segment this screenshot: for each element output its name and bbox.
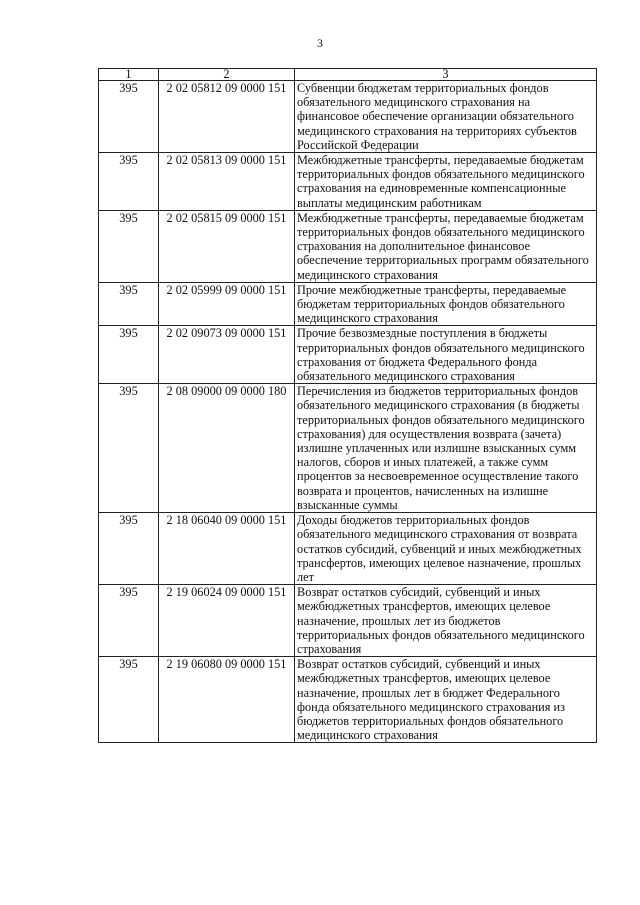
table-row [99,282,597,326]
description-cell: Субвенции бюджетам территориальных фондов обязательного медицинского страхования на финансовое обеспечение организации обязательного медицинского страхования на территориях субъектов Российской Федерации [295,81,597,153]
admin-code-cell: 395 [99,282,159,326]
budget-code-cell: 2 19 06024 09 0000 151 [159,585,295,657]
admin-code-cell: 395 [99,657,159,743]
description-cell: Прочие безвозмездные поступления в бюджеты территориальных фондов обязательного медицинского страхования от бюджета Федерального фонда обязательного медицинского страхования [295,326,597,384]
table-row [99,657,597,743]
budget-code-cell: 2 02 09073 09 0000 151 [159,326,295,384]
budget-code-cell: 2 08 09000 09 0000 180 [159,384,295,513]
table-row [99,384,597,513]
description-cell: Прочие межбюджетные трансферты, передаваемые бюджетам территориальных фондов обязательного медицинского страхования [295,282,597,326]
table-row [99,210,597,282]
description-cell: Перечисления из бюджетов территориальных фондов обязательного медицинского страхования (в бюджеты территориальных фондов обязательного медицинского страхования) для осуществления возврата (зачета) излишне уплаченных или излишне взысканных сумм налогов, сборов и иных платежей, а также сумм процентов за несвоевременное осуществление такого возврата и процентов, начисленных на излишне взысканные суммы [295,384,597,513]
page-number: 3 [317,36,323,50]
admin-code-cell: 395 [99,513,159,585]
description-cell: Возврат остатков субсидий, субвенций и иных межбюджетных трансфертов, имеющих целевое назначение, прошлых лет из бюджетов территориальных фондов обязательного медицинского страхования [295,585,597,657]
admin-code-cell: 395 [99,81,159,153]
description-cell: Возврат остатков субсидий, субвенций и иных межбюджетных трансфертов, имеющих целевое назначение, прошлых лет в бюджет Федерального фонда обязательного медицинского страхования из бюджетов территориальных фондов обязательного медицинского страхования [295,657,597,743]
table-row [99,81,597,153]
table-row [99,326,597,384]
budget-code-cell: 2 19 06080 09 0000 151 [159,657,295,743]
description-cell: Межбюджетные трансферты, передаваемые бюджетам территориальных фондов обязательного медицинского страхования на дополнительное финансовое обеспечение территориальных программ обязательного медицинского страхования [295,210,597,282]
budget-code-cell: 2 02 05999 09 0000 151 [159,282,295,326]
admin-code-cell: 395 [99,384,159,513]
table-row [99,585,597,657]
description-cell: Доходы бюджетов территориальных фондов обязательного медицинского страхования от возврата остатков субсидий, субвенций и иных межбюджетных трансфертов, имеющих целевое назначение, прошлых лет [295,513,597,585]
budget-code-cell: 2 02 05815 09 0000 151 [159,210,295,282]
admin-code-cell: 395 [99,326,159,384]
table-row [99,513,597,585]
budget-code-cell: 2 18 06040 09 0000 151 [159,513,295,585]
column-header-3: 3 [295,69,597,81]
column-header-1: 1 [99,69,159,81]
admin-code-cell: 395 [99,153,159,211]
table-header-row [99,69,597,81]
budget-code-cell: 2 02 05812 09 0000 151 [159,81,295,153]
admin-code-cell: 395 [99,210,159,282]
column-header-2: 2 [159,69,295,81]
table-row [99,153,597,211]
budget-code-cell: 2 02 05813 09 0000 151 [159,153,295,211]
admin-code-cell: 395 [99,585,159,657]
budget-codes-table [98,68,597,743]
description-cell: Межбюджетные трансферты, передаваемые бюджетам территориальных фондов обязательного медицинского страхования на единовременные компенсационные выплаты медицинским работникам [295,153,597,211]
